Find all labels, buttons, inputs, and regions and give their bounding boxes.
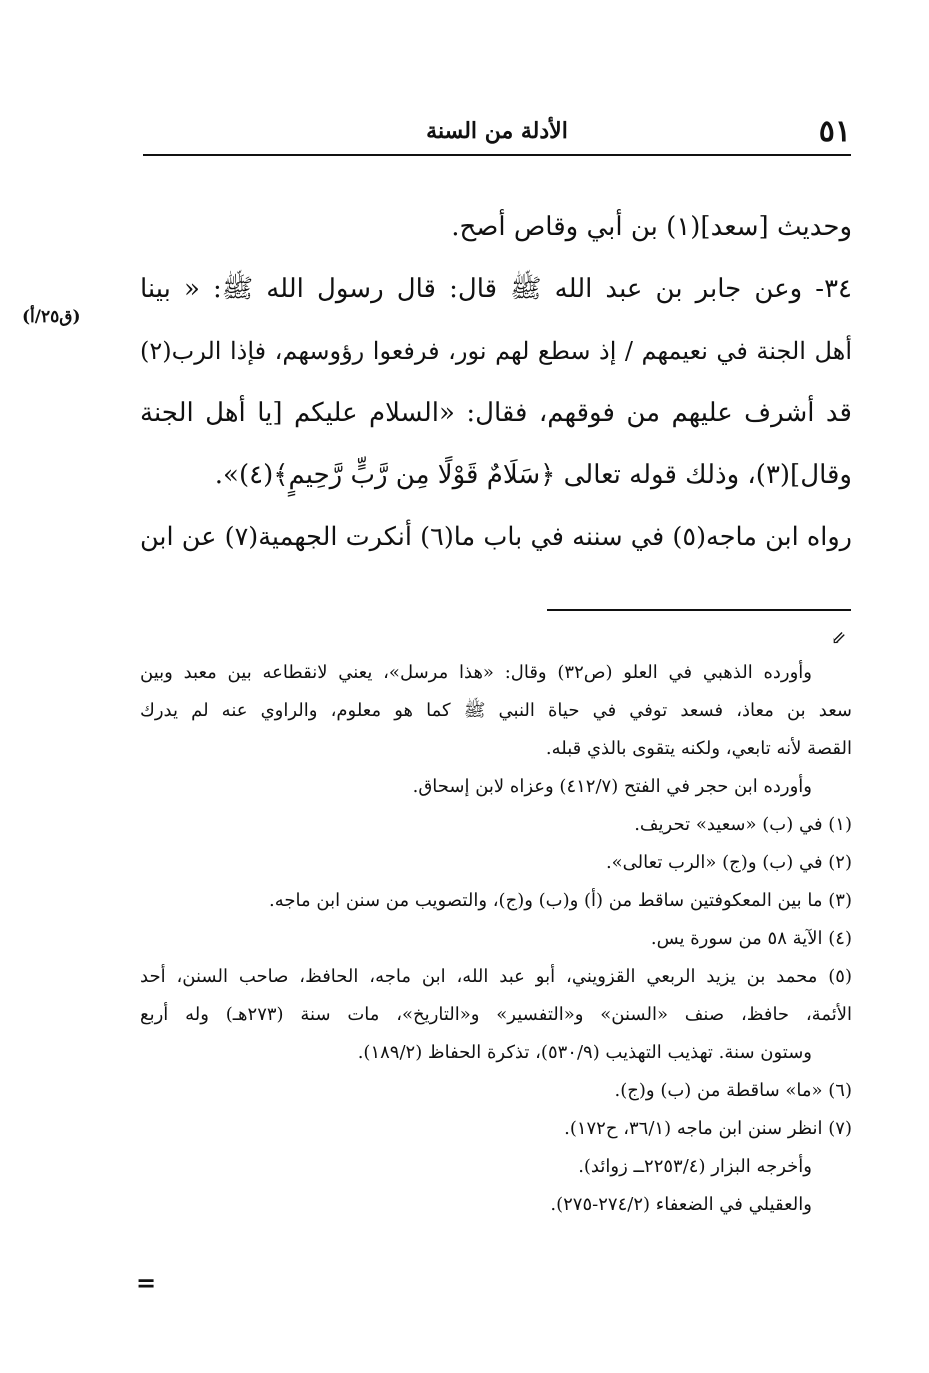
footnote-line: الأئمة، حافظ، صنف «السنن» و«التفسير» و«التاريخ»، مات سنة (٢٧٣هـ) وله أربع bbox=[140, 1004, 853, 1025]
main-line: ٣٤- وعن جابر بن عبد الله ﷺ قال: قال رسول الله ﷺ: « بينا bbox=[140, 274, 852, 304]
footnote-line: وأورده الذهبي في العلو (ص٣٢) وقال: «هذا مرسل»، يعني لانقطاعه بين معبد وبين bbox=[140, 662, 813, 683]
main-line: قد أشرف عليهم من فوقهم، فقال: «السلام عليكم [يا أهل الجنة bbox=[140, 398, 852, 428]
footnote-rule bbox=[547, 609, 851, 611]
footnote-line: وستون سنة. تهذيب التهذيب (٥٣٠/٩)، تذكرة الحفاظ (١٨٩/٢). bbox=[357, 1042, 812, 1063]
footnote-2: (٢) في (ب) و(ج) «الرب تعالى». bbox=[605, 852, 852, 873]
footnote-line: سعد بن معاذ، فسعد توفي في حياة النبي ﷺ كما هو معلوم، والراوي عنه لم يدرك bbox=[140, 700, 852, 721]
main-line: وقال](٣)، وذلك قوله تعالى ﴿سَلَامٌ قَوْلًا مِن رَّبٍّ رَّحِيمٍ﴾(٤)». bbox=[214, 460, 852, 490]
page-number: ٥١ bbox=[818, 114, 851, 149]
footnote-6: (٦) «ما» ساقطة من (ب) و(ج). bbox=[614, 1080, 852, 1101]
main-line: وحديث [سعد](١) بن أبي وقاص أصح. bbox=[451, 212, 852, 242]
header-rule bbox=[143, 154, 851, 156]
main-text bbox=[140, 196, 852, 568]
main-line: رواه ابن ماجه(٥) في سننه في باب ما(٦) أنكرت الجهمية(٧) عن ابن bbox=[140, 522, 852, 552]
footnote-line: وأخرجه البزار (٢٢٥٣/٤ــ زوائد). bbox=[578, 1156, 812, 1177]
continuation-mark-icon: ⇙ bbox=[831, 628, 847, 649]
footnote-line: وأورده ابن حجر في الفتح (٤١٢/٧) وعزاه لابن إسحاق. bbox=[412, 776, 812, 797]
footnote-4: (٤) الآية ٥٨ من سورة يس. bbox=[650, 928, 852, 949]
footnote-1: (١) في (ب) «سعيد» تحريف. bbox=[634, 814, 852, 835]
footnote-5: (٥) محمد بن يزيد الربعي القزويني، أبو عبد الله، ابن ماجه، الحافظ، صاحب السنن، أحد bbox=[140, 966, 852, 987]
footnote-line: القصة لأنه تابعي، ولكنه يتقوى بالذي قبله. bbox=[545, 738, 852, 759]
footnotes bbox=[140, 654, 852, 1224]
footnote-line: والعقيلي في الضعفاء (٢٧٤/٢-٢٧٥). bbox=[550, 1194, 812, 1215]
main-line: أهل الجنة في نعيمهم / إذ سطع لهم نور، فرفعوا رؤوسهم، فإذا الرب(٢) bbox=[140, 337, 852, 365]
footnote-3: (٣) ما بين المعكوفتين ساقط من (أ) و(ب) و(ج)، والتصويب من سنن ابن ماجه. bbox=[269, 890, 852, 911]
page-header bbox=[143, 112, 851, 156]
footnote-7: (٧) انظر سنن ابن ماجه (٣٦/١، ح١٧٢). bbox=[564, 1118, 852, 1139]
running-title: الأدلة من السنة bbox=[426, 118, 568, 144]
end-mark: = bbox=[136, 1268, 157, 1297]
manuscript-folio-ref: (ق٢٥/أ) bbox=[22, 307, 81, 327]
